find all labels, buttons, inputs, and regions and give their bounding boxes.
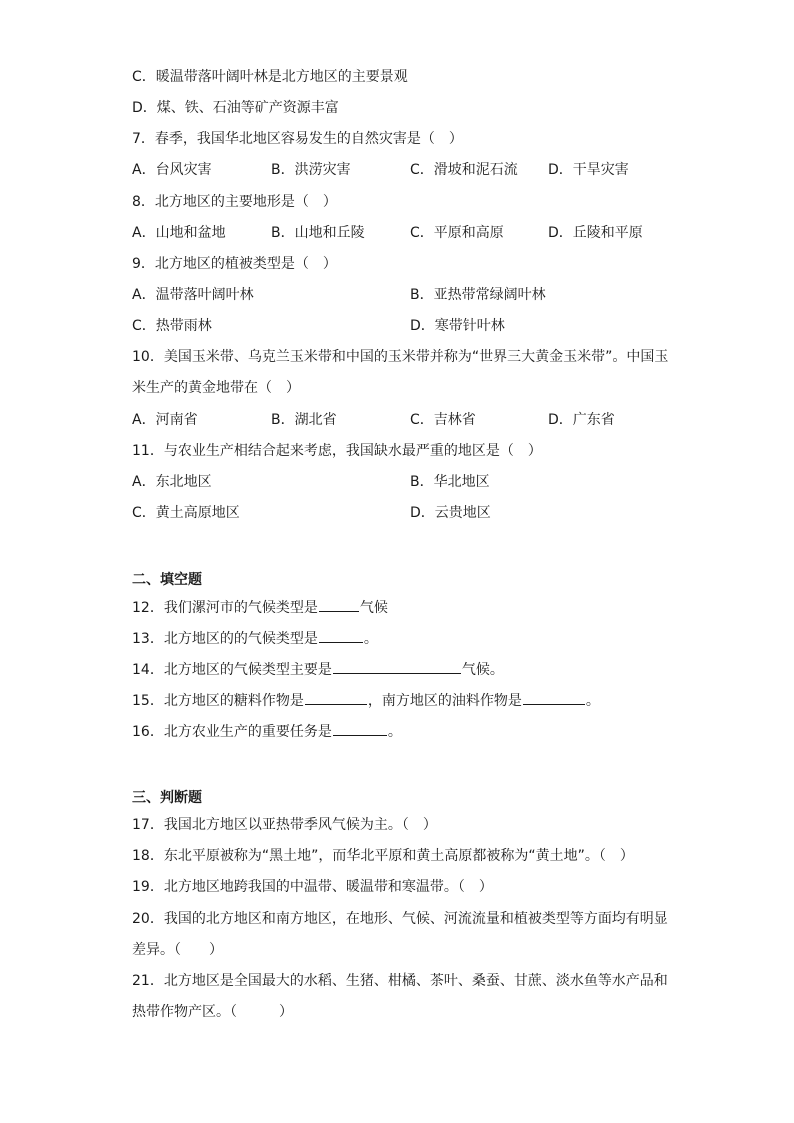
question-10-line-2: 米生产的黄金地带在（ ） — [132, 380, 300, 396]
question-16-suffix: 。 — [387, 724, 402, 740]
question-7-option-a: A．台风灾害 — [132, 162, 212, 178]
question-8-option-b: B．山地和丘陵 — [271, 225, 365, 241]
question-20-line-1: 20．我国的北方地区和南方地区，在地形、气候、河流流量和植被类型等方面均有明显 — [132, 911, 668, 927]
question-17: 17．我国北方地区以亚热带季风气候为主。（ ） — [132, 817, 437, 833]
question-10-option-c: C．吉林省 — [410, 412, 476, 428]
question-11-option-a: A．东北地区 — [132, 474, 212, 490]
question-7-option-b: B．洪涝灾害 — [271, 162, 351, 178]
question-13-text: 13．北方地区的的气候类型是 — [132, 631, 318, 647]
question-7-option-d: D．干旱灾害 — [548, 162, 629, 178]
question-9-option-d: D．寒带针叶林 — [410, 318, 505, 334]
question-18: 18．东北平原被称为“黑土地”，而华北平原和黄土高原都被称为“黄土地”。（ ） — [132, 848, 634, 864]
question-13 — [132, 628, 378, 649]
question-20-line-2: 差异。（ ） — [132, 942, 223, 958]
question-12-blank[interactable] — [319, 597, 359, 612]
question-12 — [132, 597, 388, 618]
question-9-option-c: C．热带雨林 — [132, 318, 212, 334]
question-14-blank[interactable] — [333, 659, 461, 674]
question-16-blank[interactable] — [333, 721, 387, 736]
question-16 — [132, 721, 402, 742]
section-true-false-title: 三、判断题 — [132, 790, 202, 806]
question-10-option-a: A．河南省 — [132, 412, 198, 428]
question-8-option-c: C．平原和高原 — [410, 225, 504, 241]
question-9-option-b: B．亚热带常绿阔叶林 — [410, 287, 546, 303]
question-15-blank-2[interactable] — [523, 690, 585, 705]
question-11-option-c: C．黄土高原地区 — [132, 505, 240, 521]
question-14 — [132, 659, 504, 680]
question-15-blank-1[interactable] — [305, 690, 367, 705]
question-11: 11．与农业生产相结合起来考虑，我国缺水最严重的地区是（ ） — [132, 443, 542, 459]
question-13-blank[interactable] — [319, 628, 363, 643]
question-9-option-a: A．温带落叶阔叶林 — [132, 287, 254, 303]
question-16-text: 16．北方农业生产的重要任务是 — [132, 724, 332, 740]
question-10-option-d: D．广东省 — [548, 412, 615, 428]
question-13-suffix: 。 — [363, 631, 378, 647]
question-21-line-1: 21．北方地区是全国最大的水稻、生猪、柑橘、茶叶、桑蚕、甘蔗、淡水鱼等水产品和 — [132, 973, 668, 989]
question-12-suffix: 气候 — [359, 600, 388, 616]
question-10-option-b: B．湖北省 — [271, 412, 337, 428]
question-9: 9．北方地区的植被类型是（ ） — [132, 256, 337, 272]
question-6-option-c: C．暖温带落叶阔叶林是北方地区的主要景观 — [132, 69, 408, 85]
question-8-option-a: A．山地和盆地 — [132, 225, 226, 241]
question-21-line-2: 热带作物产区。（ ） — [132, 1004, 293, 1020]
question-12-text: 12．我们漯河市的气候类型是 — [132, 600, 318, 616]
question-15-text: 15．北方地区的糖料作物是 — [132, 693, 304, 709]
question-6-option-d: D．煤、铁、石油等矿产资源丰富 — [132, 100, 339, 116]
question-8-option-d: D．丘陵和平原 — [548, 225, 643, 241]
question-14-suffix: 气候。 — [461, 662, 504, 678]
question-11-option-d: D．云贵地区 — [410, 505, 491, 521]
question-19: 19．北方地区地跨我国的中温带、暖温带和寒温带。（ ） — [132, 879, 493, 895]
question-11-option-b: B．华北地区 — [410, 474, 490, 490]
section-fill-in-title: 二、填空题 — [132, 572, 202, 588]
question-15-suffix: 。 — [585, 693, 600, 709]
question-15 — [132, 690, 600, 711]
question-15-middle: ，南方地区的油料作物是 — [367, 693, 522, 709]
question-7: 7．春季，我国华北地区容易发生的自然灾害是（ ） — [132, 131, 463, 147]
question-10-line-1: 10．美国玉米带、乌克兰玉米带和中国的玉米带并称为“世界三大黄金玉米带”。中国玉 — [132, 349, 669, 365]
question-14-text: 14．北方地区的气候类型主要是 — [132, 662, 332, 678]
question-8: 8．北方地区的主要地形是（ ） — [132, 194, 337, 210]
question-7-option-c: C．滑坡和泥石流 — [410, 162, 518, 178]
